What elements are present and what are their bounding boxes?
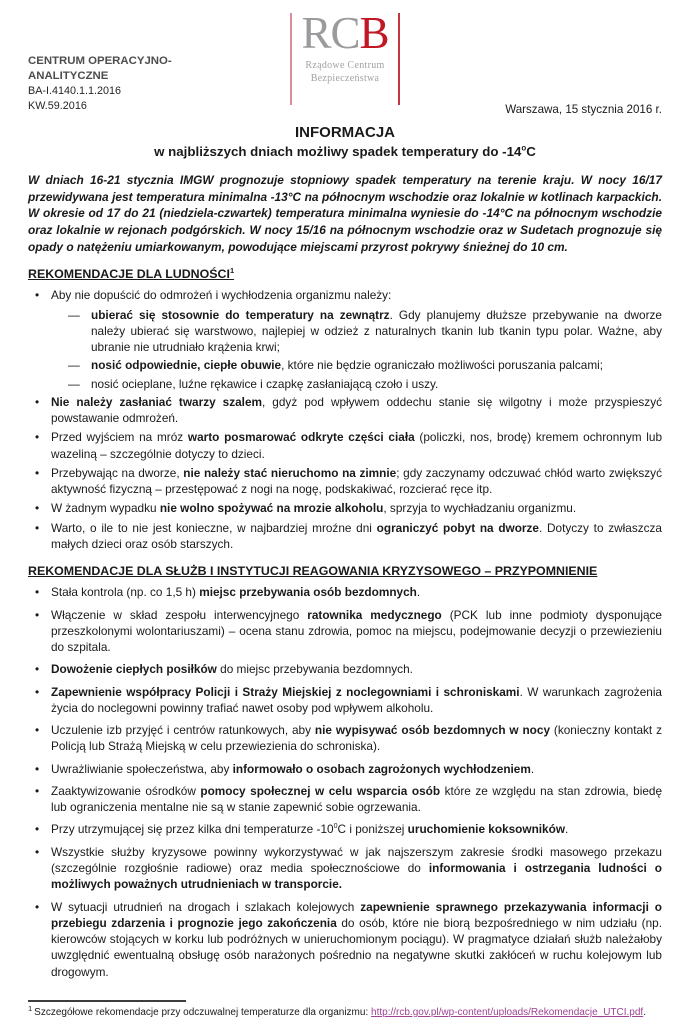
text-run: miejsc przebywania osób bezdomnych bbox=[199, 585, 417, 600]
text-run: ratownika medycznego bbox=[307, 607, 442, 622]
footnote-marker: 1 bbox=[28, 1003, 33, 1013]
text-run: REKOMENDACJE DLA LUDNOŚCI bbox=[28, 267, 230, 282]
ref-number-1: BA-I.4140.1.1.2016 bbox=[28, 84, 122, 97]
header-right-block bbox=[450, 8, 662, 116]
text-run: Włączenie w skład zespołu interwencyjnego bbox=[51, 607, 308, 622]
dash-marker: — bbox=[68, 358, 80, 373]
footnote-link[interactable]: http://rcb.gov.pl/wp-content/uploads/Rekomendacje_UTCI.pdf bbox=[371, 1007, 644, 1018]
text-run: (PCK lub inne podmioty dysponujące przeszkolonymi wolontariuszami) – ocena stanu zdrowia, pomoc na miejscu, podejmowanie decyzji o przewiezieniu do szpitala. bbox=[51, 607, 662, 655]
list-item-text bbox=[51, 822, 568, 836]
text-run: Uwrażliwianie społeczeństwa, aby bbox=[51, 761, 233, 776]
logo-center bbox=[301, 10, 388, 116]
list-item bbox=[28, 287, 662, 303]
logo-subtitle bbox=[301, 59, 388, 85]
text-run: Warto, o ile to nie jest konieczne, w najbardziej mroźne dni bbox=[51, 520, 377, 535]
sections bbox=[28, 267, 662, 980]
text-run: Nie należy zasłaniać twarzy szalem bbox=[51, 394, 263, 409]
logo-left-bar bbox=[290, 13, 292, 105]
document-title: INFORMACJA bbox=[295, 124, 395, 141]
text-run: o bbox=[521, 143, 527, 153]
text-run: ; gdy zaczynamy odczuwać chłód warto zwiększyć aktywność fizyczną – przestępować z nogi na nogę, podskakiwać, rozcierać ręce itp. bbox=[51, 465, 662, 497]
text-run: Zapewnienie współpracy Policji i Straży Miejskiej z noclegowniami i schroniskami bbox=[51, 684, 520, 699]
list-item bbox=[28, 357, 662, 373]
footnote-text bbox=[28, 1003, 662, 1019]
text-run: pomocy społecznej w celu wsparcia osób bbox=[200, 783, 441, 798]
list-item-text bbox=[51, 900, 662, 979]
text-run: (policzki, nos, brodę) kremem ochronnym lub wazeliną – szczególnie dotyczy to dzieci. bbox=[51, 430, 663, 461]
list-item-text bbox=[51, 662, 413, 676]
text-run: w najbliższych dniach możliwy spadek temperatury do -14 bbox=[154, 144, 522, 159]
bullet-marker: • bbox=[35, 662, 40, 677]
text-run: , które nie będzie ograniczało możliwości poruszania palcami; bbox=[281, 358, 604, 373]
footnote-divider bbox=[28, 1000, 186, 1002]
logo-subtitle-line1: Rządowe Centrum bbox=[305, 59, 385, 71]
list-item-text bbox=[91, 358, 603, 372]
list-item bbox=[28, 783, 662, 816]
list-item bbox=[28, 429, 662, 462]
text-run: . bbox=[530, 761, 535, 776]
logo-letters-gray: RC bbox=[301, 8, 360, 58]
text-run: . bbox=[565, 822, 569, 837]
text-run: C bbox=[526, 144, 536, 159]
text-run: nie należy stać nieruchomo na zimnie bbox=[183, 465, 397, 480]
text-run: nosić odpowiednie, ciepłe obuwie bbox=[91, 358, 282, 373]
list-item-text bbox=[51, 521, 662, 551]
list-item-text bbox=[91, 308, 662, 355]
section bbox=[28, 267, 662, 552]
org-name: CENTRUM OPERACYJNO-ANALITYCZNE bbox=[28, 55, 172, 82]
bullet-marker: • bbox=[35, 394, 40, 409]
list-item bbox=[28, 376, 662, 392]
header-left-block bbox=[28, 8, 240, 116]
list-item bbox=[28, 899, 662, 980]
list-item-text bbox=[51, 288, 391, 302]
logo-subtitle-line2: Bezpieczeństwa bbox=[310, 72, 380, 84]
list-item-text bbox=[51, 608, 662, 655]
text-run: nosić ocieplane, luźne rękawice i czapkę zasłaniającą czoło i uszy. bbox=[91, 376, 439, 391]
bullet-marker: • bbox=[35, 822, 40, 837]
text-run: Przed wyjściem na mróz bbox=[51, 430, 188, 445]
list-item bbox=[28, 761, 662, 777]
bullet-marker: • bbox=[35, 288, 40, 303]
text-run: informowało o osobach zagrożonych wychłodzeniem bbox=[232, 761, 531, 776]
text-run: Przebywając na dworze, bbox=[51, 465, 184, 480]
list-item bbox=[28, 661, 662, 677]
list-item-text bbox=[51, 685, 662, 715]
text-run: Stała kontrola (np. co 1,5 h) bbox=[51, 585, 200, 600]
list-item-text bbox=[51, 501, 576, 515]
text-run: nie wypisywać osób bezdomnych w nocy bbox=[314, 723, 551, 738]
text-run: informowania i ostrzegania ludności o możliwych poważnych utrudnieniach w transporcie. bbox=[51, 860, 662, 892]
text-run: , gdyż pod wpływem oddechu stanie się wilgotny i może przyspieszyć powstawanie odmrożeń. bbox=[51, 394, 662, 426]
bullet-marker: • bbox=[35, 899, 40, 914]
text-run: . bbox=[416, 585, 421, 600]
list-item bbox=[28, 821, 662, 837]
logo-right-bar bbox=[398, 13, 400, 105]
list-item bbox=[28, 465, 662, 498]
text-run: Dowożenie ciepłych posiłków bbox=[51, 662, 217, 677]
place-date: Warszawa, 15 stycznia 2016 r. bbox=[505, 103, 662, 116]
text-run: C i poniższej bbox=[337, 822, 408, 837]
list-item-text bbox=[51, 845, 662, 892]
logo-acronym bbox=[301, 10, 388, 57]
text-run: 0 bbox=[333, 822, 338, 831]
bullet-marker: • bbox=[35, 761, 40, 776]
list-item bbox=[28, 844, 662, 893]
text-run: nie wolno spożywać na mrozie alkoholu bbox=[159, 501, 384, 516]
rcb-logo bbox=[240, 8, 450, 116]
text-run: uruchomienie koksowników bbox=[407, 822, 565, 837]
text-run: , sprzyja to wychładzaniu organizmu. bbox=[383, 501, 577, 516]
list-item bbox=[28, 722, 662, 755]
list-item-text bbox=[51, 723, 662, 753]
text-run: W żadnym wypadku bbox=[51, 501, 160, 516]
list-item bbox=[28, 584, 662, 600]
text-run: Zaaktywizowanie ośrodków bbox=[51, 783, 201, 798]
section-heading bbox=[28, 267, 662, 281]
list-item bbox=[28, 684, 662, 717]
list-item-text bbox=[51, 395, 662, 425]
dash-marker: — bbox=[68, 307, 80, 322]
footnote-prefix: Szczegółowe rekomendacje przy odczuwalnej temperaturze dla organizmu: bbox=[34, 1007, 372, 1018]
bullet-marker: • bbox=[35, 520, 40, 535]
text-run: REKOMENDACJE DLA SŁUŻB I INSTYTUCJI REAGOWANIA KRYZYSOWEGO – PRZYPOMNIENIE bbox=[28, 564, 598, 579]
list-item-text bbox=[91, 377, 438, 391]
text-run: do miejsc przebywania bezdomnych. bbox=[216, 662, 413, 677]
list-item bbox=[28, 307, 662, 356]
bullet-marker: • bbox=[35, 783, 40, 798]
bullet-marker: • bbox=[35, 585, 40, 600]
text-run: Wszystkie służby kryzysowe powinny wykorzystywać w jak najszerszym zakresie środki masowego przekazu (szczególnie rozgłośnie radiowe) oraz media społecznościowe do bbox=[51, 844, 662, 875]
bullet-marker: • bbox=[35, 501, 40, 516]
text-run: Przy utrzymującej się przez kilka dni temperaturze -10 bbox=[51, 822, 334, 837]
list-item-text bbox=[51, 585, 420, 599]
document-header bbox=[28, 8, 662, 116]
footnote bbox=[28, 1000, 662, 1019]
text-run: do osób, które nie biorą bezpośredniego w nim udziału (np. kierowców stojących w korku lub podróżnych w unieruchomionym pociągu). W pragmatyce działań służb należałoby uwzględnić ewentualną obsługę osób narażonych pośrednio na negatywne skutki zakłóceń w ruchu kolejowym lub drogowym. bbox=[51, 915, 662, 979]
text-run: W sytuacji utrudnień na drogach i szlakach kolejowych bbox=[51, 899, 361, 914]
text-run: które ze względu na stan zdrowia, biedę lub ograniczenia mentalne nie są w stanie zapewnić sobie ogrzewania. bbox=[51, 783, 663, 815]
text-run: ograniczyć pobyt na dworze bbox=[376, 520, 539, 535]
list-item-text bbox=[51, 430, 662, 460]
text-run: warto posmarować odkryte części ciała bbox=[187, 430, 415, 445]
document-subtitle bbox=[28, 144, 662, 159]
text-run: 1 bbox=[229, 266, 235, 276]
bullet-marker: • bbox=[35, 844, 40, 859]
text-run: (konieczny kontakt z Policją lub Strażą Miejską w celu przewiezienia do schroniska). bbox=[51, 723, 662, 754]
text-run: Uczulenie izb przyjęć i centrów ratunkowych, aby bbox=[51, 723, 315, 738]
bullet-marker: • bbox=[35, 430, 40, 445]
list-item bbox=[28, 607, 662, 656]
list-item bbox=[28, 394, 662, 427]
list-item-text bbox=[51, 762, 534, 776]
list-item-text bbox=[51, 784, 662, 814]
text-run: zapewnienie sprawnego przekazywania informacji o przebiegu zdarzenia i prognozie jego zakończenia bbox=[51, 899, 662, 930]
list-item-text bbox=[51, 466, 662, 496]
logo-letters-red: B bbox=[359, 8, 389, 58]
bullet-marker: • bbox=[35, 684, 40, 699]
bullet-marker: • bbox=[35, 607, 40, 622]
text-run: . Gdy planujemy dłuższe przebywanie na dworze należy ubierać się warstwowo, najlepiej w odzież z naturalnych tkanin lub tkanin typu polar. Ważne, aby ubranie nie utrudniało krążenia krwi; bbox=[91, 307, 662, 355]
footnote-suffix: . bbox=[643, 1007, 646, 1018]
dash-marker: — bbox=[68, 376, 80, 391]
text-run: . W warunkach zagrożenia życia do noclegowni powinny trafiać nawet osoby pod wpływem alkoholu. bbox=[51, 684, 662, 715]
text-run: . Dotyczy to zwłaszcza małych dzieci oraz osób starszych. bbox=[51, 520, 662, 551]
list-item bbox=[28, 520, 662, 553]
ref-number-2: KW.59.2016 bbox=[28, 100, 87, 113]
lead-paragraph: W dniach 16-21 stycznia IMGW prognozuje stopniowy spadek temperatury na terenie kraju. W nocy 16/17 przewidywana jest temperatura minimalna -13°C na północnym wschodzie oraz lokalnie w kotlinach karpackich. W okresie od 17 do 21 (niedziela-czwartek) temperatura minimalna wyniesie do -14°C na północnym wschodzie oraz lokalnie w rejonach podgórskich. W nocy 15/16 na północnym wschodzie oraz w Sudetach prognozuje się opady o natężeniu umiarkowanym, powodujące miejscami przyrost pokrywy śnieżnej do 10 cm. bbox=[28, 173, 662, 254]
section bbox=[28, 564, 662, 980]
bullet-marker: • bbox=[35, 465, 40, 480]
bullet-marker: • bbox=[35, 723, 40, 738]
text-run: ubierać się stosownie do temperatury na zewnątrz bbox=[91, 307, 390, 322]
text-run: Aby nie dopuścić do odmrożeń i wychłodzenia organizmu należy: bbox=[51, 288, 392, 303]
section-heading bbox=[28, 564, 662, 578]
list-item bbox=[28, 500, 662, 516]
